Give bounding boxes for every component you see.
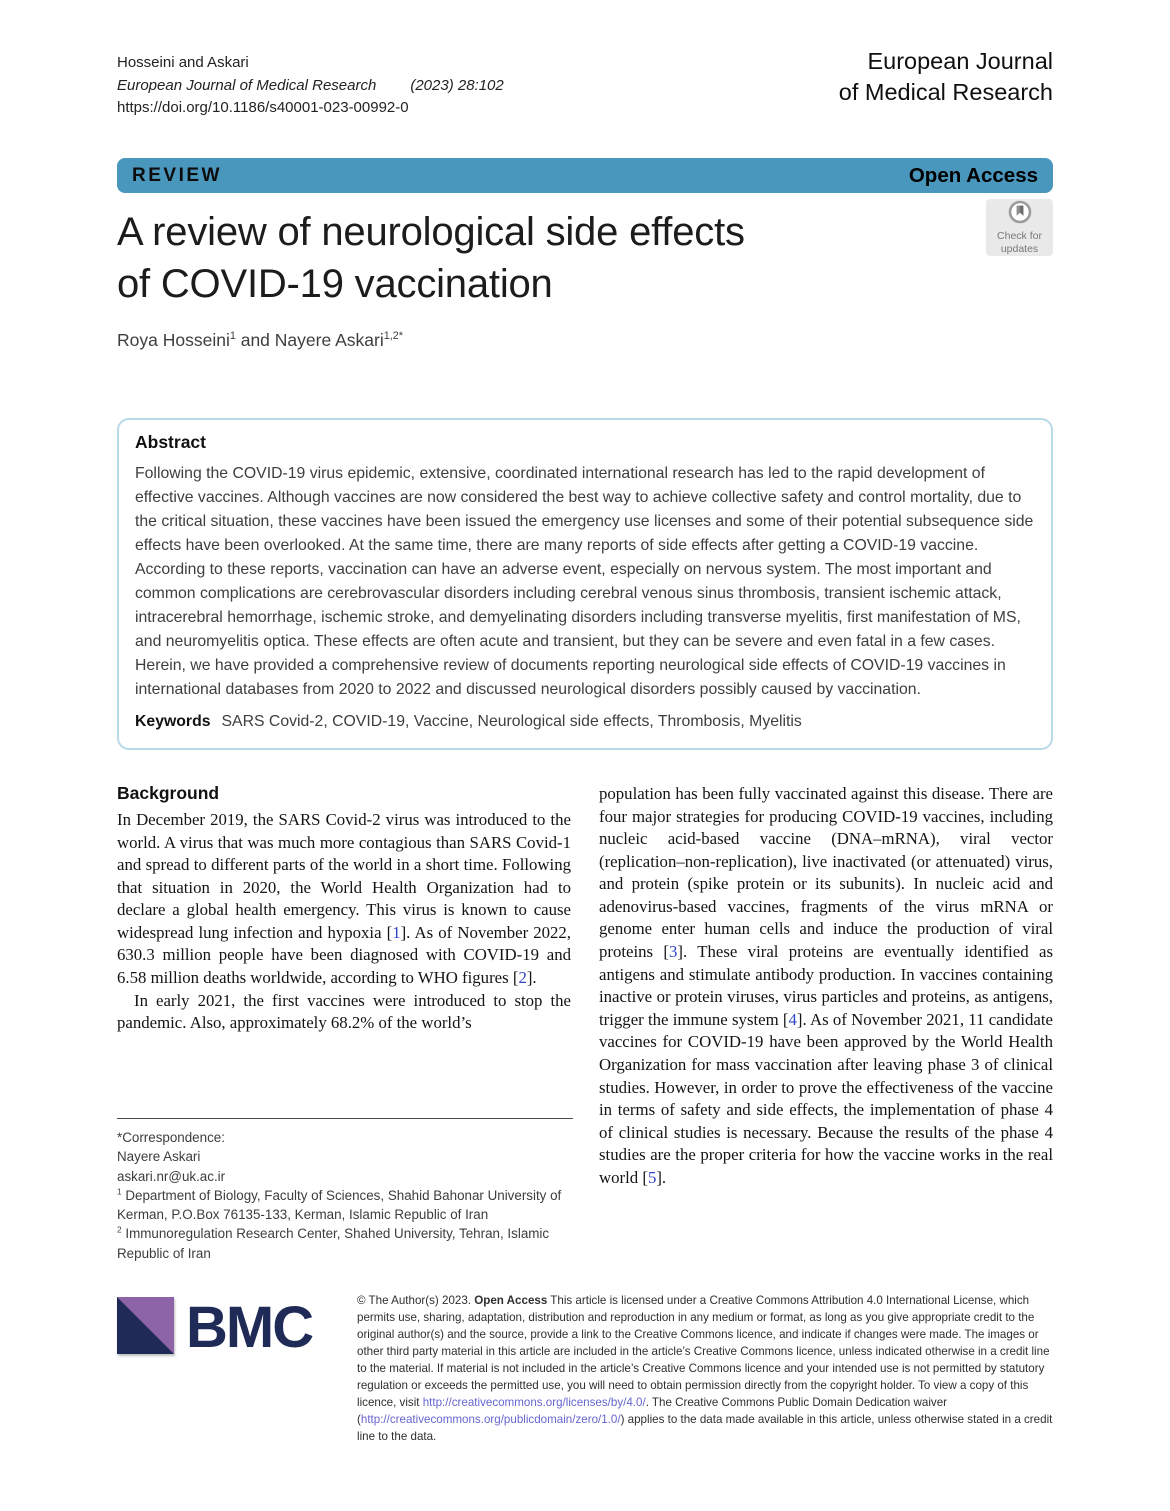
article-title-line1: A review of neurological side effects — [117, 210, 745, 254]
right-column-paragraph: population has been fully vaccinated against this disease. There are four major strategies for producing COVID-19 vaccines, including nucleic acid-based vaccine (DNA–mRNA), viral vector (replication–non-replication), live inactivated (or attenuated) virus, and protein (spike protein or its subunits). In nucleic acid and adenovirus-based vaccines, fragments of the virus mRNA or genome enter human cells and induce the production of viral proteins [3]. These viral proteins are eventually identified as antigens and stimulate antibody production. In vaccines containing inactive or protein viruses, virus particles and proteins, as antigens, trigger the immune system [4]. As of November 2021, 11 candidate vaccines for COVID-19 have been approved by the World Health Organization for mass vaccination after leaving phase 3 of clinical studies. However, in order to prove the effectiveness of the vaccine in terms of safety and side effects, the implementation of phase 4 of clinical studies is necessary. Because the results of the phase 4 studies are the proper criteria for how the vaccine works in the real world [5]. — [599, 784, 1053, 1187]
doi-link[interactable]: https://doi.org/10.1186/s40001-023-00992-0 — [117, 99, 409, 116]
affiliation-1: $^1$ Department of Biology, Faculty of Sciences, Shahid Bahonar University of Kerman, P.O.Box 76135-133, Kerman, Islamic Republic of Iran — [117, 1186, 562, 1223]
journal-name-line1: European Journal — [867, 48, 1053, 74]
bmc-logo — [117, 1292, 357, 1359]
right-column — [599, 783, 1053, 1189]
background-heading: Background — [117, 783, 220, 803]
check-updates-line1: Check for — [997, 230, 1042, 243]
crossmark-icon — [1008, 200, 1032, 229]
correspondence-name: Nayere Askari — [117, 1149, 201, 1165]
citation-journal: European Journal of Medical Research — [117, 76, 377, 94]
abstract-heading: Abstract — [135, 432, 206, 452]
bmc-logo-mark-icon — [117, 1297, 174, 1359]
citation-block — [117, 46, 504, 120]
article-title-line2: of COVID-19 vaccination — [117, 262, 553, 306]
article-title — [117, 206, 937, 310]
page-footer — [117, 1292, 1053, 1445]
correspondence-footnote — [117, 1118, 573, 1263]
journal-name-line2: of Medical Research — [838, 79, 1053, 106]
abstract-body: Following the COVID-19 virus epidemic, extensive, coordinated international research has led to the rapid development of effective vaccines. Although vaccines are now considered the best way to achieve collective safety and control mortality, due to the critical situation, these vaccines have been issued the emergency use licenses and some of their potential subsequence side effects have been overlooked. At the same time, there are many reports of side effects after getting a COVID-19 vaccine. According to these reports, vaccination can have an adverse event, especially on nervous system. The most important and common complications are cerebrovascular disorders including cerebral venous sinus thrombosis, transient ischemic attack, intracerebral hemorrhage, ischemic stroke, and demyelinating disorders including transverse myelitis, first manifestation of MS, and neuromyelitis optica. These effects are often acute and transient, but they can be severe and even fatal in a few cases. Herein, we have provided a comprehensive review of documents reporting neurological side effects of COVID-19 vaccines in international databases from 2020 to 2022 and discussed neurological disorders possibly caused by vaccination. — [135, 465, 1034, 698]
keywords-label: Keywords — [135, 713, 211, 730]
check-updates-text — [997, 230, 1042, 254]
citation-authors: Hosseini and Askari — [117, 54, 249, 71]
citation-journal-line — [117, 75, 504, 98]
background-paragraph-2: In early 2021, the first vaccines were introduced to stop the pandemic. Also, approximately 68.2% of the world’s — [117, 990, 571, 1033]
abstract-section — [117, 418, 1053, 750]
check-updates-line2: updates — [1000, 242, 1039, 255]
check-for-updates-badge[interactable] — [986, 199, 1053, 256]
article-type-banner — [117, 158, 1053, 193]
article-type-label: REVIEW — [132, 164, 222, 186]
license-text: © The Author(s) 2023. Open Access This article is licensed under a Creative Commons Attribution 4.0 International License, which permits use, sharing, adaptation, distribution and reproduction in any medium or format, as long as you give appropriate credit to the original author(s) and the source, provide a link to the Creative Commons licence, and indicate if changes were made. The images or other third party material in this article are included in the article’s Creative Commons licence, unless indicated otherwise in a credit line to the material. If material is not included in the article’s Creative Commons licence and your intended use is not permitted by statutory regulation or exceeds the permitted use, you will need to obtain permission directly from the copyright holder. To view a copy of this licence, visit http://creativecommons.org/licenses/by/4.0/. The Creative Commons Public Domain Dedication waiver (http://creativecommons.org/publicdomain/zero/1.0/) applies to the data made available in this article, unless otherwise stated in a credit line to the data. — [357, 1294, 1053, 1444]
correspondence-label: *Correspondence: — [117, 1130, 225, 1145]
affiliation-2: $^2$ Immunoregulation Research Center, Shahed University, Tehran, Islamic Republic of Iran — [117, 1225, 550, 1261]
journal-name — [839, 46, 1053, 109]
author-line: Roya Hosseini$^1$ and Nayere Askari$^{1,2*}$ — [117, 330, 404, 350]
page-header — [117, 46, 1053, 120]
background-paragraph-1: In December 2019, the SARS Covid-2 virus was introduced to the world. A virus that was much more contagious than SARS Covid-1 and spread to different parts of the world in a short time. Following that situation in 2020, the World Health Organization had to declare a global health emergency. This virus is known to cause widespread lung infection and hypoxia [1]. As of November 2022, 630.3 million people have been diagnosed with COVID-19 and 6.58 million deaths worldwide, according to WHO figures [2]. — [117, 810, 571, 988]
citation-issue: (2023) 28:102 — [410, 76, 504, 94]
keywords-text: SARS Covid-2, COVID-19, Vaccine, Neurological side effects, Thrombosis, Myelitis — [221, 713, 802, 730]
keywords-line — [135, 713, 1035, 731]
bmc-logo-text: BMC — [186, 1295, 313, 1360]
open-access-label: Open Access — [908, 163, 1038, 187]
correspondence-email[interactable]: askari.nr@uk.ac.ir — [117, 1168, 226, 1184]
